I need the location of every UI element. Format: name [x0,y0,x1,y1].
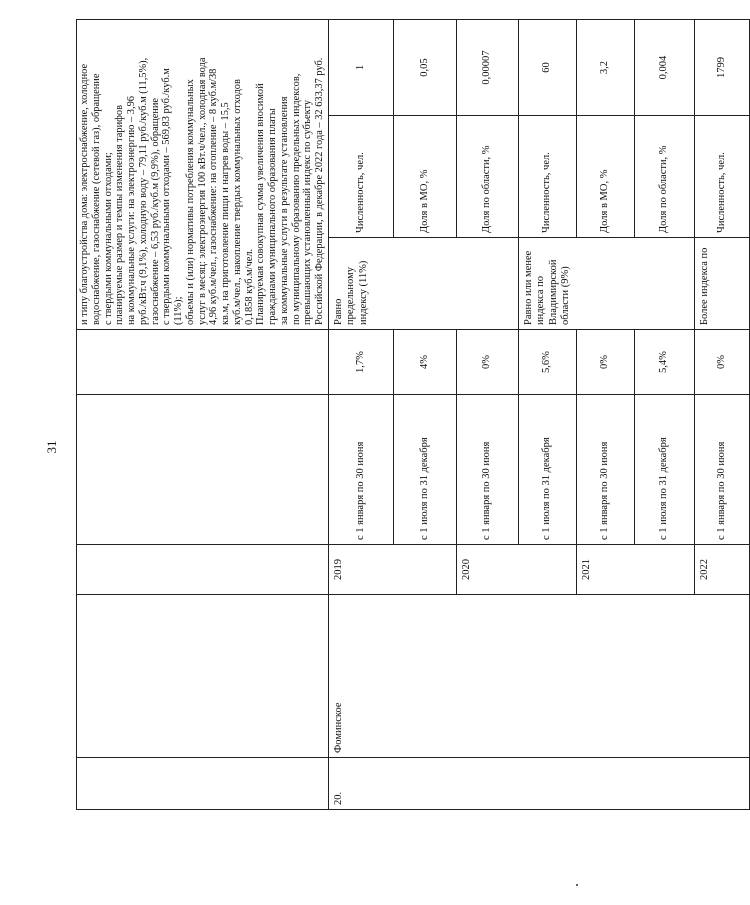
description-row [77,19,329,809]
row-number-cell: 20. [328,758,749,810]
period-cell: с 1 июля по 31 декабря [634,395,694,545]
description-line: руб./кВт.ч (9,1%), холодную воду – 79,11 руб./куб.м (11,5%), [137,57,149,325]
indicator-cell: Доля в МО, % [576,116,634,238]
description-line: гражданами муниципального образования платы [267,108,278,325]
period-cell: с 1 июля по 31 декабря [518,395,576,545]
table-row [328,19,393,809]
description-line: с твердыми коммунальными отходами – 569,83 руб./куб.м [161,68,173,325]
description-line: превышающих установленный индекс по субъекту [302,99,314,325]
table-body [77,19,750,809]
indicator-cell: Доля в МО, % [393,116,456,238]
year-cell: 2019 [328,545,456,595]
period-cell: с 1 июля по 31 декабря [393,395,456,545]
index-value-cell: 5,4% [634,330,694,395]
period-cell: с 1 января по 30 июня [576,395,634,545]
description-line: кв.м, на приготовление пищи и нагрев воды – 15,5 [220,102,231,325]
indicator-value-cell: 60 [518,19,576,115]
description-line: планируемые размер и темпы изменения тарифов [114,105,126,325]
description-line: за коммунальные услуги в результате установления [278,96,290,325]
year-cell: 2020 [456,545,576,595]
indicator-cell: Доля по области, % [634,116,694,238]
index-value-cell: 1,7% [328,330,393,395]
period-cell: с 1 января по 30 июня [694,395,749,545]
indicator-cell: Доля по области, % [456,116,518,238]
empty-value-cell [77,330,329,395]
indicator-cell: Численность, чел. [518,116,576,238]
municipality-cell: Фоминское [328,595,749,758]
indicator-value-cell: 0,00007 [456,19,518,115]
description-line: услуг в месяц: электроэнергия 100 кВт.ч/чел., холодная вода [196,57,208,325]
description-line: Планируемая совокупная сумма увеличения вносимой [255,83,267,325]
description-line: 4,96 куб.м/чел., газоснабжение: на отопление – 8 куб.м/38 [208,68,220,325]
indicator-value-cell: 0,004 [634,19,694,115]
index-value-cell: 5,6% [518,330,576,395]
description-line: с твердыми коммунальными отходами; [102,152,114,325]
empty-number-cell [77,758,329,810]
indicator-cell: Численность, чел. [328,116,393,238]
indicator-cell: Численность, чел. [694,116,749,238]
year-cell: 2021 [576,545,694,595]
tariff-index-table [76,19,750,810]
indicator-value-cell: 1 [328,19,393,115]
description-line: 0,1858 куб.м/чел. [243,248,255,325]
period-cell: с 1 января по 30 июня [328,395,393,545]
index-value-cell: 0% [694,330,749,395]
tariff-description-cell [77,19,329,329]
scan-artifact-dot [576,884,578,886]
description-line: и типу благоустройства дома: электроснабжение, холодное [79,63,90,325]
indicator-value-cell: 3,2 [576,19,634,115]
empty-period-cell [77,395,329,545]
year-cell: 2022 [694,545,749,595]
description-line: на коммунальные услуги: на электроэнергию – 3,96 [126,96,137,325]
empty-year-cell [77,545,329,595]
index-value-cell: 0% [576,330,634,395]
description-line: Российской Федерации, в декабре 2022 года – 32 633,37 руб. [314,57,325,325]
change-group-cell: Более индекса по [694,238,749,330]
page-number: 31 [44,440,59,454]
indicator-value-cell: 1799 [694,19,749,115]
period-cell: с 1 января по 30 июня [456,395,518,545]
description-line: куб.м/чел., накопление твердых коммунальных отходов [231,79,243,325]
description-line: (11%); [173,296,184,325]
rotated-table-container [76,20,727,810]
empty-name-cell [77,595,329,758]
description-line: газоснабжение – 6,53 руб./куб.м (9,9%), обращение [149,97,161,325]
indicator-value-cell: 0,05 [393,19,456,115]
change-group-cell: Равно предельному индексу (11%) [328,238,518,330]
description-line: объемы и (или) нормативы потребления коммунальных [184,79,196,325]
description-line: водоснабжение, газоснабжение (сетевой газ), обращение [90,73,102,325]
change-group-cell: Равно или менее индекса по Владимирской области (9%) [518,238,694,330]
description-line: по муниципальному образованию предельных индексов, [290,73,302,325]
index-value-cell: 4% [393,330,456,395]
index-value-cell: 0% [456,330,518,395]
